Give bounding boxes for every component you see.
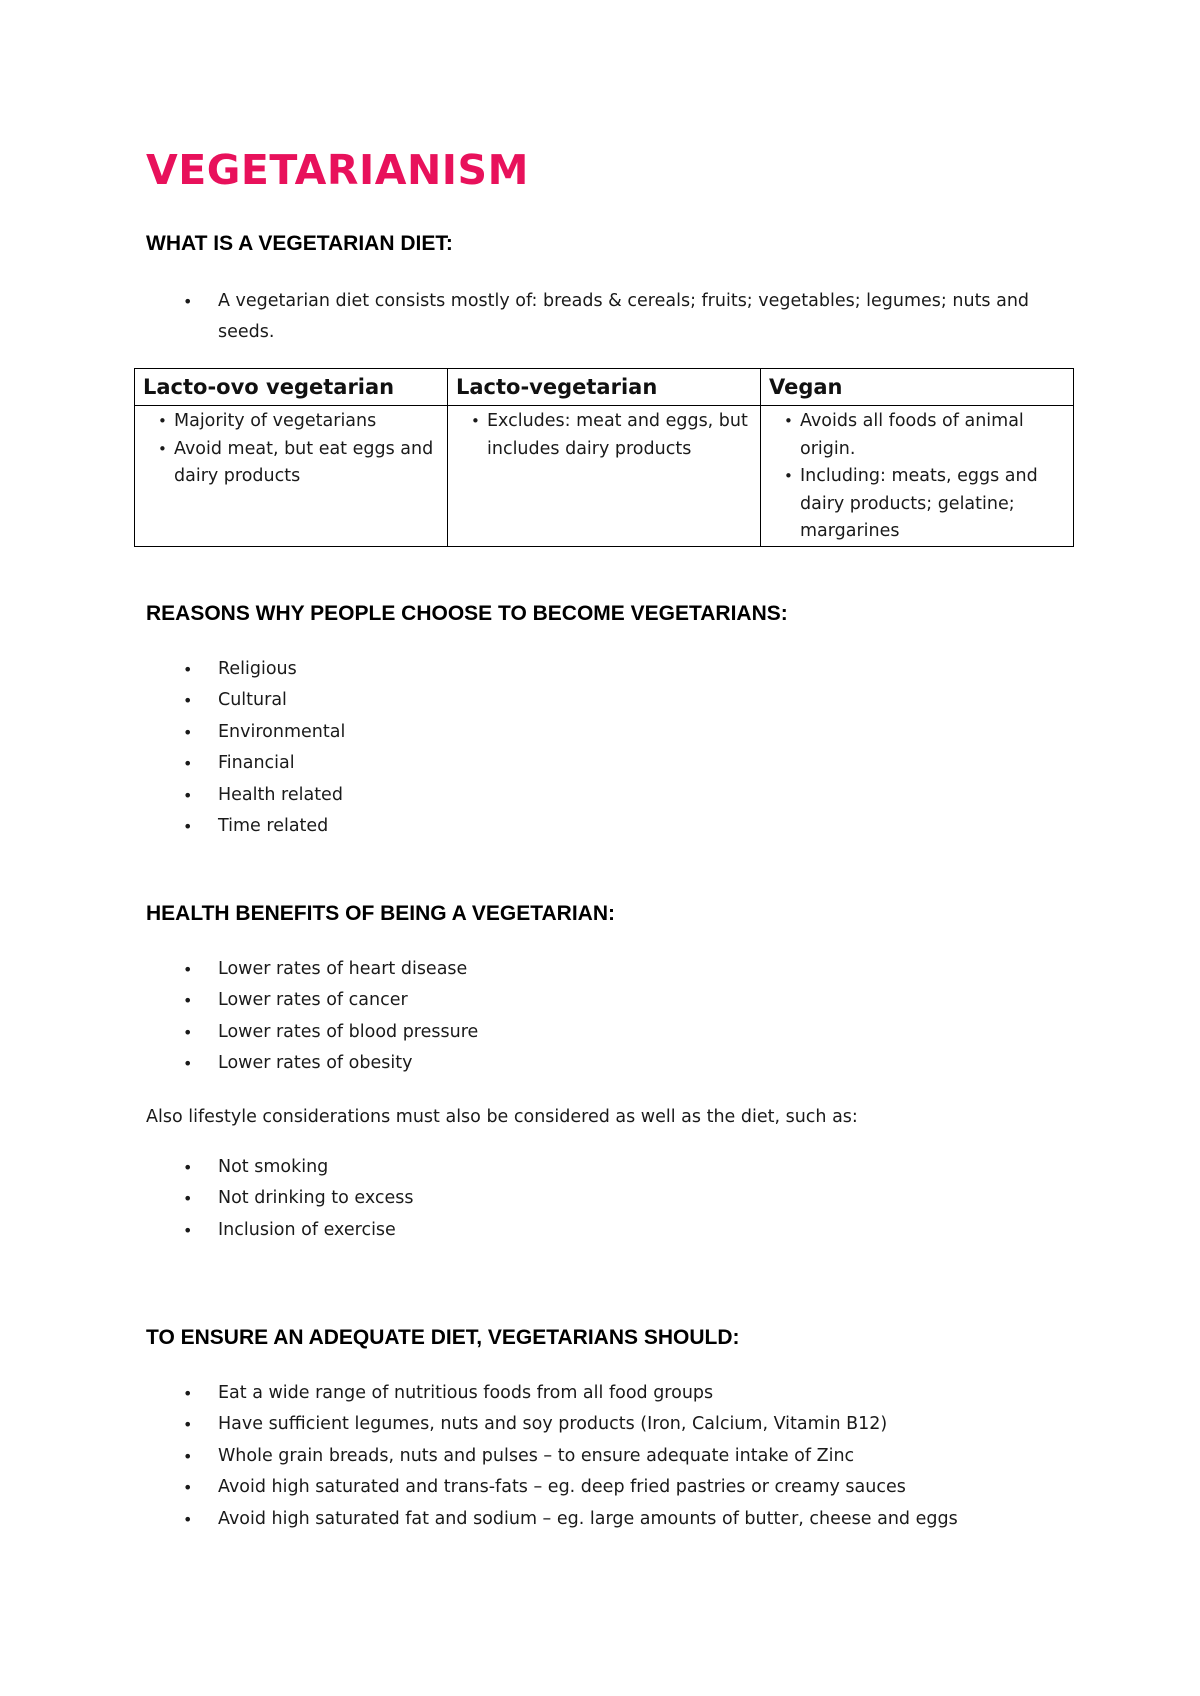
table-cell-vegan: [761, 406, 1074, 547]
list-item: [146, 654, 1076, 685]
bullet-icon: •: [183, 754, 193, 774]
bullet-icon: •: [183, 1054, 193, 1074]
bullet-icon: •: [183, 991, 193, 1011]
list-item-text: Time related: [218, 816, 329, 837]
table-cell-lacto: [448, 406, 761, 547]
list-item: [769, 463, 1065, 546]
section-heading-what: WHAT IS A VEGETARIAN DIET:: [146, 232, 453, 255]
bullet-icon: •: [183, 960, 193, 979]
list-item-text: Including: meats, eggs and dairy products; gelatine; margarines: [800, 466, 1038, 541]
table-row: [135, 406, 1074, 547]
list-item-text: Whole grain breads, nuts and pulses – to ensure adequate intake of Zinc: [218, 1445, 855, 1466]
table-header-row: [135, 369, 1074, 406]
list-item-text: Eat a wide range of nutritious foods from all food groups: [218, 1383, 714, 1403]
list-item: [146, 1504, 1106, 1535]
lifestyle-list: [146, 1152, 1076, 1246]
list-item: [146, 748, 1076, 779]
bullet-icon: •: [183, 1478, 193, 1498]
bullet-icon: •: [471, 412, 480, 430]
list-item: [769, 408, 1065, 463]
list-item: [146, 1378, 1106, 1409]
vegan-list: [769, 406, 1065, 546]
section-heading-adequate: TO ENSURE AN ADEQUATE DIET, VEGETARIANS SHOULD:: [146, 1326, 740, 1349]
list-item-text: Lower rates of heart disease: [218, 959, 468, 979]
list-item-text: Not smoking: [218, 1157, 329, 1177]
bullet-icon: •: [183, 1446, 193, 1466]
bullet-icon: •: [183, 785, 193, 805]
lifestyle-intro: Also lifestyle considerations must also be considered as well as the diet, such as:: [146, 1107, 858, 1127]
list-item-text: Inclusion of exercise: [218, 1219, 396, 1240]
bullet-icon: •: [784, 467, 793, 485]
bullet-icon: •: [784, 412, 793, 430]
list-item: [146, 1441, 1106, 1472]
bullet-icon: •: [183, 1415, 193, 1435]
list-item-text: Cultural: [218, 690, 287, 711]
list-item: [146, 811, 1076, 842]
list-item-text: Religious: [218, 659, 297, 679]
column-header-lacto: Lacto-vegetarian: [448, 369, 761, 406]
bullet-icon: •: [183, 1158, 193, 1177]
list-item-text: Lower rates of cancer: [218, 990, 408, 1011]
list-item: [143, 436, 439, 491]
list-item: [146, 1215, 1076, 1246]
section-heading-reasons: REASONS WHY PEOPLE CHOOSE TO BECOME VEGETARIANS:: [146, 602, 788, 625]
list-item-text: Not drinking to excess: [218, 1188, 414, 1209]
list-item-text: Avoid high saturated and trans-fats – eg. deep fried pastries or creamy sauces: [218, 1477, 906, 1498]
what-list: [146, 286, 1066, 349]
list-item-text: Have sufficient legumes, nuts and soy products (Iron, Calcium, Vitamin B12): [218, 1414, 888, 1435]
adequate-list: [146, 1378, 1106, 1535]
list-item-text: Avoid meat, but eat eggs and dairy products: [174, 438, 434, 486]
bullet-icon: •: [183, 722, 193, 742]
bullet-icon: •: [183, 660, 193, 679]
list-item: [456, 408, 752, 463]
column-header-vegan: Vegan: [761, 369, 1074, 406]
column-header-lacto-ovo: Lacto-ovo vegetarian: [135, 369, 448, 406]
list-item: [146, 1409, 1106, 1440]
list-item-text: A vegetarian diet consists mostly of: breads & cereals; fruits; vegetables; legumes; nuts and seeds.: [218, 291, 1030, 343]
list-item: [146, 286, 1066, 349]
diet-types-table: [134, 368, 1074, 547]
bullet-icon: •: [183, 1509, 193, 1529]
list-item: [146, 717, 1076, 748]
bullet-icon: •: [158, 439, 167, 458]
page-title: VEGETARIANISM: [146, 146, 529, 194]
list-item: [146, 1152, 1076, 1183]
bullet-icon: •: [183, 1220, 193, 1240]
list-item-text: Avoids all foods of animal origin.: [800, 411, 1024, 459]
list-item-text: Health related: [218, 784, 343, 805]
bullet-icon: •: [158, 412, 167, 430]
benefits-list: [146, 954, 1076, 1080]
lacto-list: [456, 406, 752, 463]
list-item: [146, 1183, 1076, 1214]
bullet-icon: •: [183, 691, 193, 711]
bullet-icon: •: [183, 292, 193, 311]
list-item: [143, 408, 439, 436]
list-item-text: Lower rates of obesity: [218, 1053, 413, 1074]
list-item: [146, 685, 1076, 716]
reasons-list: [146, 654, 1076, 842]
bullet-icon: •: [183, 817, 193, 837]
list-item-text: Financial: [218, 753, 295, 774]
lacto-ovo-list: [143, 406, 439, 491]
bullet-icon: •: [183, 1022, 193, 1042]
list-item: [146, 954, 1076, 985]
list-item: [146, 780, 1076, 811]
list-item-text: Majority of vegetarians: [174, 411, 377, 431]
list-item-text: Excludes: meat and eggs, but includes dairy products: [487, 411, 748, 459]
section-heading-benefits: HEALTH BENEFITS OF BEING A VEGETARIAN:: [146, 902, 616, 925]
list-item-text: Environmental: [218, 721, 346, 742]
list-item-text: Lower rates of blood pressure: [218, 1021, 479, 1042]
list-item: [146, 985, 1076, 1016]
list-item: [146, 1017, 1076, 1048]
table-cell-lacto-ovo: [135, 406, 448, 547]
list-item-text: Avoid high saturated fat and sodium – eg. large amounts of butter, cheese and eggs: [218, 1508, 958, 1529]
bullet-icon: •: [183, 1189, 193, 1209]
list-item: [146, 1048, 1076, 1079]
list-item: [146, 1472, 1106, 1503]
bullet-icon: •: [183, 1384, 193, 1403]
